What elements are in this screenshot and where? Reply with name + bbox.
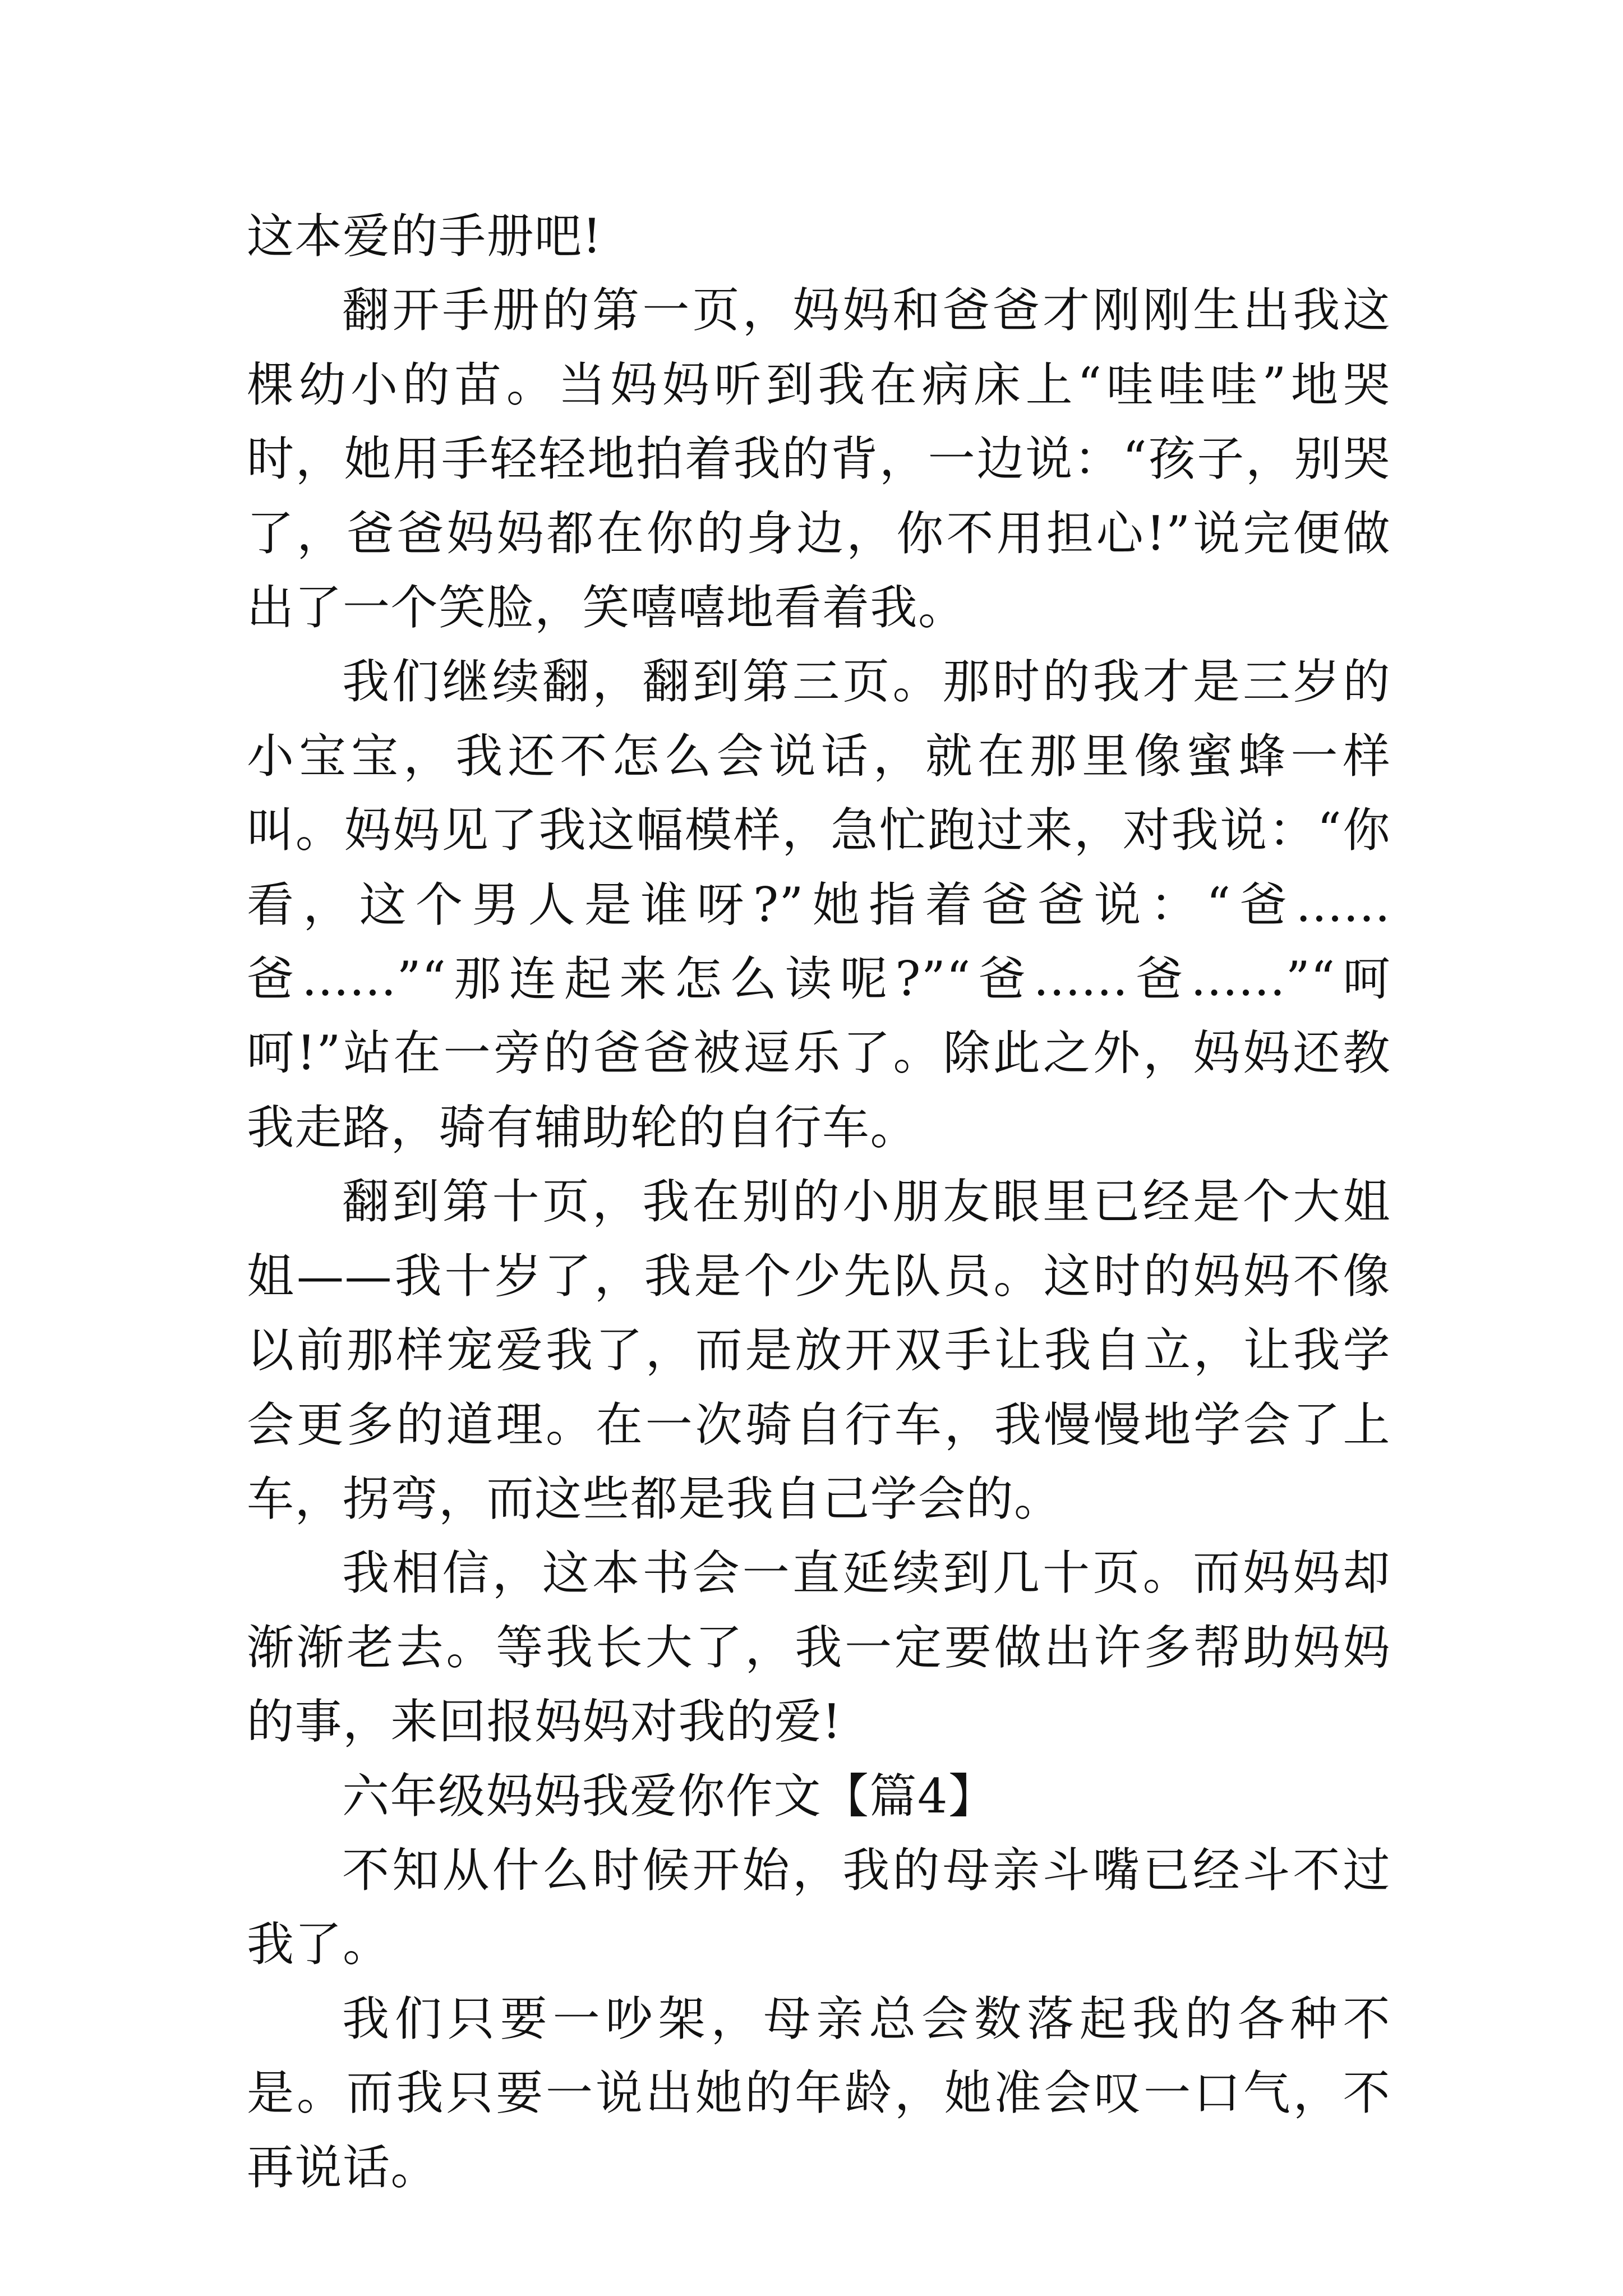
paragraph-third-page: 我们继续翻，翻到第三页。那时的我才是三岁的小宝宝，我还不怎么会说话，就在那里像蜜蜂一样叫。妈妈见了我这幅模样，急忙跑过来，对我说：“你看，这个男人是谁呀?”她指着爸爸说：“爸......爸......”“那连起来怎么读呢?”“爸......爸......”“呵呵!”站在一旁的爸爸被逗乐了。除此之外，妈妈还教我走路，骑有辅助轮的自行车。 [247,654,1391,1155]
paragraph-first-page: 翻开手册的第一页，妈妈和爸爸才刚刚生出我这棵幼小的苗。当妈妈听到我在病床上“哇哇哇”地哭时，她用手轻轻地拍着我的背，一边说：“孩子，别哭了，爸爸妈妈都在你的身边，你不用担心!”说完便做出了一个笑脸，笑嘻嘻地看着我。 [247,283,1391,636]
section-heading: 六年级妈妈我爱你作文【篇4】 [342,1768,997,1824]
paragraph-conclusion: 我相信，这本书会一直延续到几十页。而妈妈却渐渐老去。等我长大了，我一定要做出许多帮助妈妈的事，来回报妈妈对我的爱! [247,1545,1391,1750]
essay-body [247,199,1391,2205]
paragraph-continuation: 这本爱的手册吧! [247,209,602,264]
paragraph-argument: 我们只要一吵架，母亲总会数落起我的各种不是。而我只要一说出她的年龄，她准会叹一口气，不再说话。 [247,1991,1391,2195]
paragraph-intro: 不知从什么时候开始，我的母亲斗嘴已经斗不过我了。 [247,1842,1391,1972]
paragraph-tenth-page: 翻到第十页，我在别的小朋友眼里已经是个大姐姐——我十岁了，我是个少先队员。这时的妈妈不像以前那样宠爱我了，而是放开双手让我自立，让我学会更多的道理。在一次骑自行车，我慢慢地学会了上车，拐弯，而这些都是我自己学会的。 [247,1174,1391,1526]
